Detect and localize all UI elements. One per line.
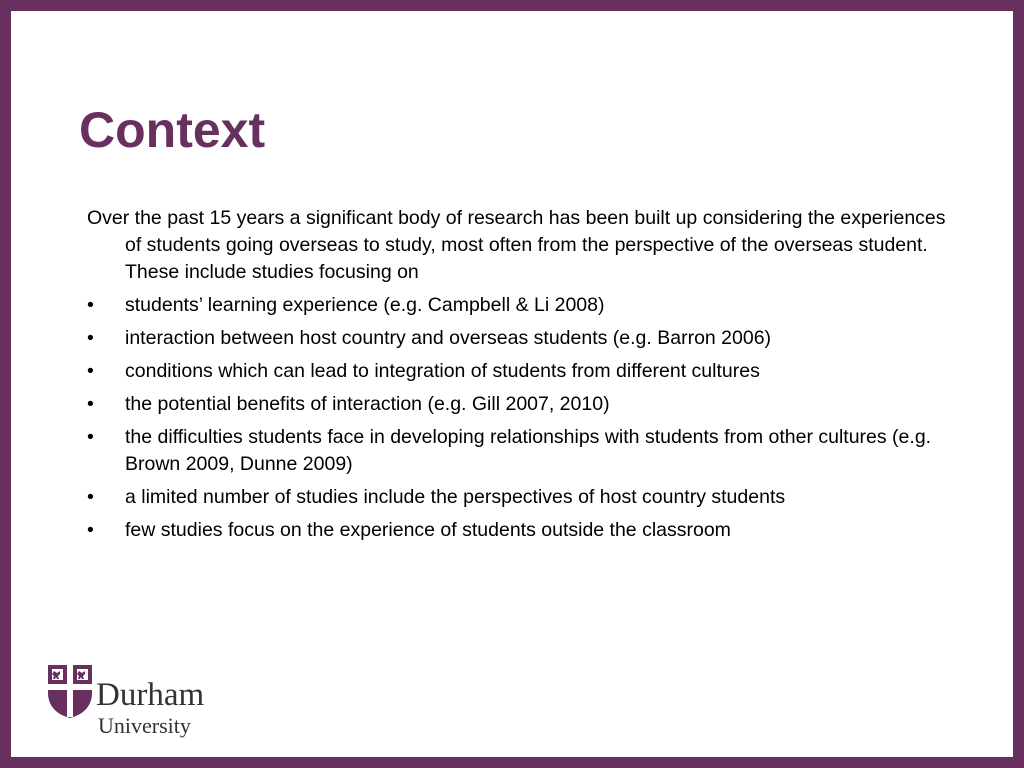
bullet-marker: • [87,486,94,508]
bullet-text: the potential benefits of interaction (e.g. Gill 2007, 2010) [125,393,610,415]
logo-subtitle: University [98,713,191,738]
slide-title: Context [79,102,266,158]
bullet-marker: • [87,294,94,316]
bullet-marker: • [87,393,94,415]
bullet-item [87,358,957,385]
bullet-item [87,424,957,478]
bullet-text: interaction between host country and overseas students (e.g. Barron 2006) [125,327,772,349]
bullet-list [87,292,957,544]
bullet-text: conditions which can lead to integration of students from different cultures [125,360,760,382]
bullet-item [87,517,957,544]
durham-university-logo [46,663,266,753]
bullet-text: a limited number of studies include the perspectives of host country students [125,486,786,508]
bullet-item [87,484,957,511]
logo-name: Durham [96,677,205,713]
intro-paragraph: Over the past 15 years a significant body of research has been built up considering the experiences of students going overseas to study, most often from the perspective of the overseas student. These include studies focusing on [87,207,946,283]
bullet-item [87,292,957,319]
bullet-marker: • [87,519,94,541]
slide-body [87,205,957,550]
bullet-item [87,325,957,352]
bullet-text: few studies focus on the experience of students outside the classroom [125,519,731,541]
bullet-marker: • [87,327,94,349]
bullet-marker: • [87,426,94,448]
bullet-item [87,391,957,418]
bullet-marker: • [87,360,94,382]
bullet-text: the difficulties students face in developing relationships with students from other cultures (e.g. Brown 2009, Dunne 2009) [125,426,932,475]
durham-crest-icon [46,663,94,719]
bullet-text: students’ learning experience (e.g. Campbell & Li 2008) [125,294,605,316]
